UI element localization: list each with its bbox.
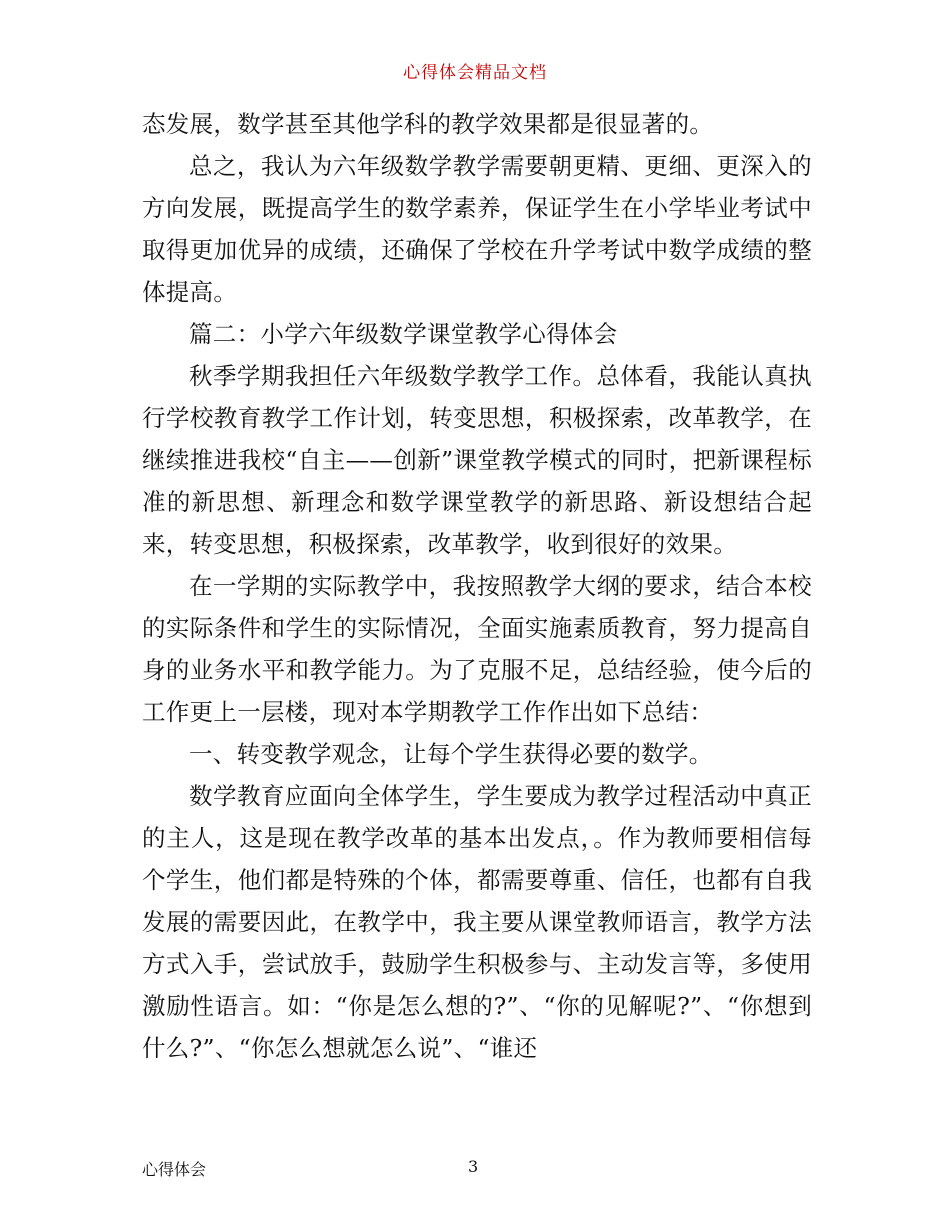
header-title: 心得体会精品文档 <box>403 63 547 83</box>
paragraph-intro: 秋季学期我担任六年级数学教学工作。总体看，我能认真执行学校教育教学工作计划，转变思想，积极探索，改革教学，在继续推进我校“自主——创新”课堂教学模式的同时，把新课程标准的新思想、新理念和数学课堂教学的新思路、新设想结合起来，转变思想，积极探索，改革教学，收到很好的效果。 <box>142 362 812 558</box>
paragraph-summary: 总之，我认为六年级数学教学需要朝更精、更细、更深入的方向发展，既提高学生的数学素养，保证学生在小学毕业考试中取得更加优异的成绩，还确保了学校在升学考试中数学成绩的整体提高。 <box>142 152 812 306</box>
footer-label: 心得体会 <box>142 1160 207 1179</box>
paragraph-continuation: 态发展，数学甚至其他学科的教学效果都是很显著的。 <box>142 110 714 138</box>
body-text <box>142 103 812 1069</box>
subheading-one: 一、转变教学观念，让每个学生获得必要的数学。 <box>189 740 713 768</box>
paragraph-detail: 数学教育应面向全体学生，学生要成为教学过程活动中真正的主人，这是现在教学改革的基本出发点，。作为教师要相信每个学生，他们都是特殊的个体，都需要尊重、信任，也都有自我发展的需要因此，在教学中，我主要从课堂教师语言，教学方法方式入手，尝试放手，鼓励学生积极参与、主动发言等，多使用激励性语言。如：“你是怎么想的?”、“你的见解呢?”、“你想到什么?”、“你怎么想就怎么说”、“谁还 <box>142 782 812 1062</box>
paragraph-overview: 在一学期的实际教学中，我按照教学大纲的要求，结合本校的实际条件和学生的实际情况，全面实施素质教育，努力提高自身的业务水平和教学能力。为了克服不足，总结经验，使今后的工作更上一层楼，现对本学期教学工作作出如下总结： <box>142 572 812 726</box>
section-heading: 篇二：小学六年级数学课堂教学心得体会 <box>189 320 618 348</box>
page-number: 3 <box>468 1157 479 1176</box>
